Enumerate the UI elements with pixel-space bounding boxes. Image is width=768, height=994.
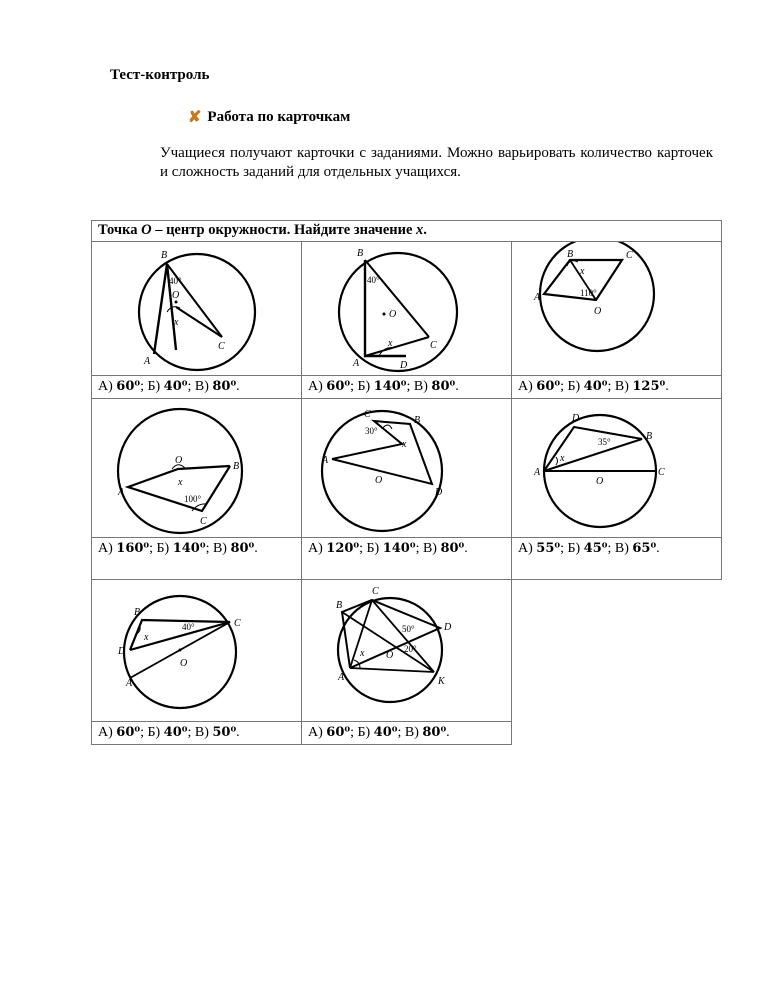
svg-text:x: x <box>360 648 365 659</box>
card-7-figure <box>92 580 302 722</box>
svg-text:C: C <box>364 409 371 420</box>
svg-text:D: D <box>572 413 580 424</box>
svg-text:x: x <box>388 338 393 349</box>
svg-text:D: D <box>118 646 126 657</box>
svg-text:B: B <box>233 461 240 472</box>
empty-cell <box>512 722 722 745</box>
card-8-answers: А) 60⁰; Б) 40⁰; В) 80⁰. <box>302 722 512 745</box>
svg-text:B: B <box>414 415 421 426</box>
card-6-answers: А) 55⁰; Б) 45⁰; В) 65⁰. <box>512 538 722 580</box>
bullet-item <box>188 107 350 127</box>
svg-text:20°: 20° <box>404 644 417 654</box>
svg-text:40°: 40° <box>169 276 182 286</box>
svg-text:C: C <box>372 586 379 597</box>
svg-text:O: O <box>596 476 604 487</box>
svg-text:D: D <box>400 360 408 371</box>
svg-text:A: A <box>353 358 360 369</box>
table-header: Точка O – центр окружности. Найдите значение x. <box>92 221 722 242</box>
svg-text:O: O <box>172 290 180 301</box>
figure-7-diagram <box>92 580 301 721</box>
svg-text:x: x <box>174 317 179 328</box>
svg-text:x: x <box>580 266 585 277</box>
svg-text:A: A <box>118 487 125 498</box>
svg-text:A: A <box>144 356 151 367</box>
svg-text:A: A <box>126 678 133 689</box>
svg-text:A: A <box>322 455 329 466</box>
svg-text:x: x <box>402 439 407 450</box>
card-2-answers: А) 60⁰; Б) 140⁰; В) 80⁰. <box>302 376 512 399</box>
empty-cell <box>512 580 722 722</box>
svg-text:40°: 40° <box>367 275 380 285</box>
svg-text:A: A <box>534 467 541 478</box>
card-1-answers: А) 60⁰; Б) 40⁰; В) 80⁰. <box>92 376 302 399</box>
svg-text:40°: 40° <box>182 622 195 632</box>
figure-8-diagram <box>302 580 511 721</box>
svg-text:C: C <box>234 618 241 629</box>
svg-text:K: K <box>438 676 445 687</box>
svg-text:D: D <box>444 622 452 633</box>
card-3-answers: А) 60⁰; Б) 40⁰; В) 125⁰. <box>512 376 722 399</box>
card-6-figure <box>512 399 722 538</box>
cards-table <box>91 220 722 745</box>
svg-text:C: C <box>218 341 225 352</box>
svg-text:B: B <box>161 250 168 261</box>
bullet-label: Работа по карточкам <box>207 108 351 125</box>
svg-text:100°: 100° <box>184 494 202 504</box>
svg-text:x: x <box>144 632 149 643</box>
svg-text:O: O <box>386 650 394 661</box>
card-5-figure <box>302 399 512 538</box>
svg-text:O: O <box>594 306 602 317</box>
svg-text:B: B <box>357 248 364 259</box>
card-4-figure <box>92 399 302 538</box>
svg-text:A: A <box>338 672 345 683</box>
svg-text:B: B <box>646 431 653 442</box>
svg-text:50°: 50° <box>402 624 415 634</box>
svg-text:x: x <box>178 477 183 488</box>
card-8-figure <box>302 580 512 722</box>
card-7-answers: А) 60⁰; Б) 40⁰; В) 50⁰. <box>92 722 302 745</box>
figure-1-diagram <box>92 242 301 375</box>
svg-text:C: C <box>626 250 633 261</box>
page-title: Тест-контроль <box>110 67 210 83</box>
svg-text:B: B <box>567 249 574 260</box>
svg-text:B: B <box>134 607 141 618</box>
svg-text:110°: 110° <box>580 288 597 298</box>
svg-text:x: x <box>560 453 565 464</box>
card-5-answers: А) 120⁰; Б) 140⁰; В) 80⁰. <box>302 538 512 580</box>
figure-5-diagram <box>302 399 511 537</box>
cross-bullet-icon: ✘ <box>188 109 202 126</box>
svg-text:C: C <box>430 340 437 351</box>
svg-text:C: C <box>200 516 207 527</box>
svg-text:C: C <box>658 467 665 478</box>
figure-6-diagram <box>512 399 721 537</box>
card-3-figure <box>512 242 722 376</box>
intro-paragraph: Учащиеся получают карточки с заданиями. Можно варьировать количество карточек и сложность заданий для отдельных учащихся. <box>160 145 713 180</box>
svg-text:D: D <box>435 487 443 498</box>
card-1-figure <box>92 242 302 376</box>
svg-text:B: B <box>336 600 343 611</box>
svg-text:O: O <box>175 455 183 466</box>
svg-text:O: O <box>180 658 188 669</box>
card-4-answers: А) 160⁰; Б) 140⁰; В) 80⁰. <box>92 538 302 580</box>
figure-3-diagram <box>512 242 721 375</box>
figure-2-diagram <box>302 242 511 375</box>
svg-text:A: A <box>534 292 541 303</box>
card-2-figure <box>302 242 512 376</box>
svg-text:O: O <box>389 309 397 320</box>
svg-text:O: O <box>375 475 383 486</box>
svg-text:35°: 35° <box>598 437 611 447</box>
svg-text:30°: 30° <box>365 426 378 436</box>
figure-4-diagram <box>92 399 301 537</box>
